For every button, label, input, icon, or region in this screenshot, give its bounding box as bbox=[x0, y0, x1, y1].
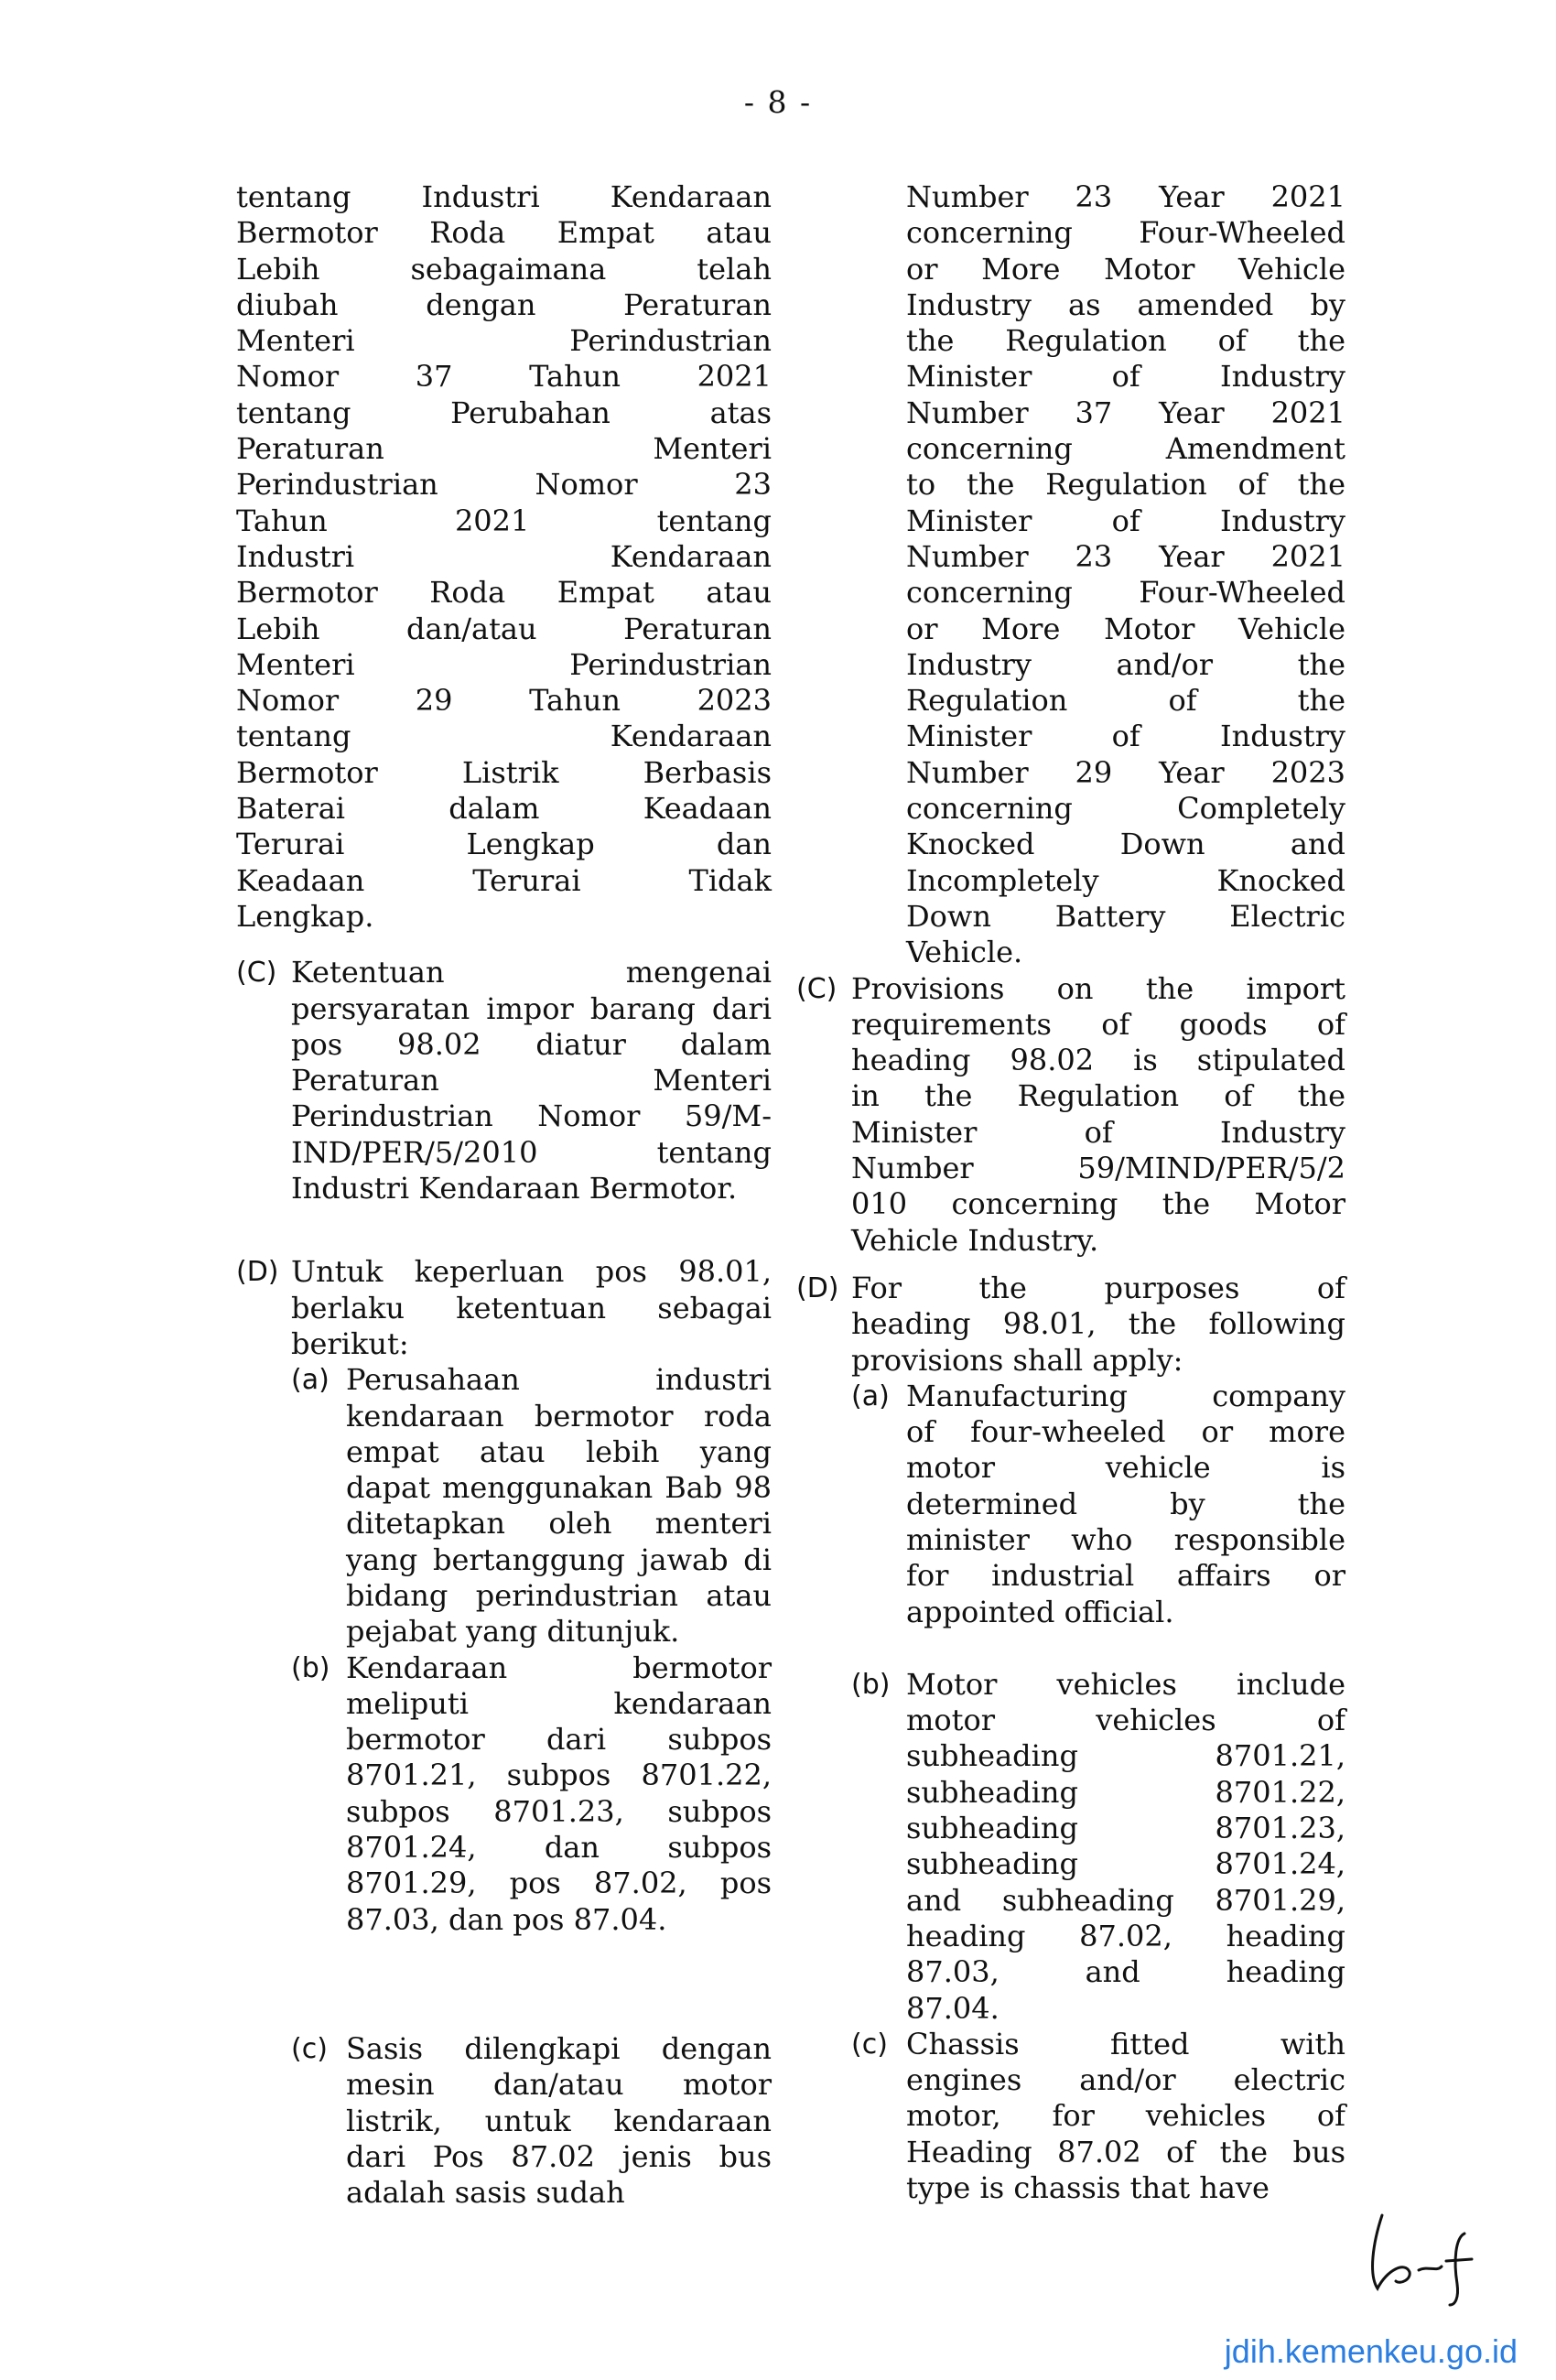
list-marker: (c) bbox=[851, 2028, 888, 2061]
section-c bbox=[236, 955, 772, 1206]
text-line: concerning Four-Wheeled bbox=[906, 215, 1345, 251]
text-line: Tahun 2021 tentang bbox=[236, 503, 772, 538]
list-marker: (b) bbox=[851, 1668, 891, 1701]
text-line: 87.03, dan pos 87.04. bbox=[346, 1901, 667, 1937]
text-line: determined by the bbox=[906, 1486, 1345, 1521]
text-line: Number 59/MIND/PER/5/2 bbox=[851, 1151, 1345, 1186]
text-line: or More Motor Vehicle bbox=[906, 611, 1345, 646]
list-marker: (C) bbox=[796, 972, 837, 1005]
text-line: subheading 8701.24, bbox=[906, 1846, 1345, 1882]
text-line: Peraturan Menteri bbox=[291, 1063, 772, 1098]
text-line: Lengkap. bbox=[236, 898, 374, 934]
text-line: Untuk keperluan pos 98.01, bbox=[291, 1254, 772, 1290]
text-line: Perusahaan industri bbox=[346, 1362, 772, 1398]
text-line: empat atau lebih yang bbox=[346, 1433, 772, 1469]
item-b bbox=[291, 1650, 772, 1938]
text-line: subheading 8701.23, bbox=[906, 1811, 1345, 1846]
text-line: Incompletely Knocked bbox=[906, 862, 1345, 898]
indonesian-column bbox=[236, 179, 772, 2211]
text-line: For the purposes of bbox=[851, 1270, 1345, 1305]
text-line: Provisions on the import bbox=[851, 970, 1345, 1006]
list-marker: (D) bbox=[796, 1271, 839, 1304]
text-line: berlaku ketentuan sebagai bbox=[291, 1290, 772, 1325]
text-line: Ketentuan mengenai bbox=[291, 955, 772, 990]
text-line: subheading 8701.22, bbox=[906, 1774, 1345, 1810]
text-line: IND/PER/5/2010 tentang bbox=[291, 1134, 772, 1170]
text-line: Baterai dalam Keadaan bbox=[236, 791, 772, 827]
text-line: 8701.29, pos 87.02, pos bbox=[346, 1866, 772, 1901]
text-line: adalah sasis sudah bbox=[346, 2175, 625, 2211]
text-line: Nomor 37 Tahun 2021 bbox=[236, 359, 772, 395]
text-line: Minister of Industry bbox=[851, 1114, 1345, 1150]
text-line: tentang Perubahan atas bbox=[236, 395, 772, 430]
text-line: Lebih sebagaimana telah bbox=[236, 251, 772, 287]
text-line: subheading 8701.21, bbox=[906, 1738, 1345, 1774]
text-line: Menteri Perindustrian bbox=[236, 323, 772, 359]
text-line: Regulation of the bbox=[906, 683, 1345, 719]
text-line: minister who responsible bbox=[906, 1521, 1345, 1557]
text-line: Knocked Down and bbox=[906, 827, 1345, 862]
item-a bbox=[291, 1362, 772, 1650]
item-b bbox=[851, 1666, 1345, 2027]
text-line: Industry and/or the bbox=[906, 646, 1345, 682]
text-line: dari Pos 87.02 jenis bus bbox=[346, 2138, 772, 2174]
text-line: Peraturan Menteri bbox=[236, 431, 772, 467]
item-c bbox=[291, 2030, 772, 2211]
text-line: Vehicle. bbox=[906, 935, 1023, 970]
text-line: heading 98.01, the following bbox=[851, 1306, 1345, 1342]
text-line: Bermotor Roda Empat atau bbox=[236, 575, 772, 611]
text-line: tentang Industri Kendaraan bbox=[236, 179, 772, 214]
text-line: dapat menggunakan Bab 98 bbox=[346, 1470, 772, 1506]
item-c bbox=[851, 2026, 1345, 2206]
text-line: Industri Kendaraan bbox=[236, 538, 772, 574]
text-line: or More Motor Vehicle bbox=[906, 251, 1345, 287]
text-line: the Regulation of the bbox=[906, 323, 1345, 359]
list-marker: (a) bbox=[851, 1379, 890, 1412]
list-marker: (c) bbox=[291, 2032, 328, 2065]
english-column bbox=[796, 179, 1345, 2206]
text-line: and subheading 8701.29, bbox=[906, 1882, 1345, 1918]
text-line: Vehicle Industry. bbox=[851, 1222, 1099, 1258]
text-line: provisions shall apply: bbox=[851, 1342, 1183, 1378]
text-line: Kendaraan bermotor bbox=[346, 1650, 772, 1685]
intro-paragraph bbox=[906, 179, 1345, 971]
text-line: Number 23 Year 2021 bbox=[906, 179, 1345, 214]
text-line: motor vehicles of bbox=[906, 1703, 1345, 1738]
text-line: Bermotor Listrik Berbasis bbox=[236, 754, 772, 790]
text-line: Terurai Lengkap dan bbox=[236, 827, 772, 862]
text-line: motor vehicle is bbox=[906, 1450, 1345, 1486]
text-line: berikut: bbox=[291, 1325, 409, 1361]
text-line: 010 concerning the Motor bbox=[851, 1186, 1345, 1222]
text-line: motor, for vehicles of bbox=[906, 2098, 1345, 2134]
text-line: 87.03, and heading bbox=[906, 1954, 1345, 1990]
text-line: for industrial affairs or bbox=[906, 1558, 1345, 1594]
list-marker: (a) bbox=[291, 1364, 330, 1397]
text-line: Keadaan Terurai Tidak bbox=[236, 862, 772, 898]
text-line: yang bertanggung jawab di bbox=[346, 1542, 772, 1577]
text-line: heading 87.02, heading bbox=[906, 1918, 1345, 1953]
text-line: in the Regulation of the bbox=[851, 1078, 1345, 1114]
text-line: Heading 87.02 of the bus bbox=[906, 2134, 1345, 2169]
text-line: appointed official. bbox=[906, 1594, 1174, 1629]
text-line: Minister of Industry bbox=[906, 359, 1345, 395]
item-a bbox=[851, 1378, 1345, 1630]
text-line: Nomor 29 Tahun 2023 bbox=[236, 683, 772, 719]
text-line: persyaratan impor barang dari bbox=[291, 990, 772, 1026]
list-marker: (b) bbox=[291, 1651, 330, 1684]
source-watermark[interactable]: jdih.kemenkeu.go.id bbox=[1224, 2332, 1518, 2370]
text-line: heading 98.02 is stipulated bbox=[851, 1043, 1345, 1078]
text-line: 8701.21, subpos 8701.22, bbox=[346, 1758, 772, 1793]
text-line: concerning Completely bbox=[906, 791, 1345, 827]
text-line: pejabat yang ditunjuk. bbox=[346, 1614, 680, 1650]
text-line: Menteri Perindustrian bbox=[236, 646, 772, 682]
text-line: Industry as amended by bbox=[906, 287, 1345, 322]
page-number: - 8 - bbox=[743, 84, 813, 120]
text-line: subpos 8701.23, subpos bbox=[346, 1793, 772, 1829]
text-line: Minister of Industry bbox=[906, 503, 1345, 538]
text-line: diubah dengan Peraturan bbox=[236, 287, 772, 322]
text-line: kendaraan bermotor roda bbox=[346, 1398, 772, 1433]
text-line: mesin dan/atau motor bbox=[346, 2067, 772, 2103]
text-line: listrik, untuk kendaraan bbox=[346, 2103, 772, 2138]
text-line: Bermotor Roda Empat atau bbox=[236, 215, 772, 251]
text-line: Sasis dilengkapi dengan bbox=[346, 2030, 772, 2066]
text-line: bidang perindustrian atau bbox=[346, 1577, 772, 1613]
text-line: concerning Amendment bbox=[906, 431, 1345, 467]
text-line: pos 98.02 diatur dalam bbox=[291, 1026, 772, 1062]
text-line: ditetapkan oleh menteri bbox=[346, 1506, 772, 1542]
text-line: concerning Four-Wheeled bbox=[906, 575, 1345, 611]
text-line: requirements of goods of bbox=[851, 1006, 1345, 1042]
text-line: Number 23 Year 2021 bbox=[906, 538, 1345, 574]
text-line: to the Regulation of the bbox=[906, 467, 1345, 503]
text-line: Manufacturing company bbox=[906, 1378, 1345, 1413]
list-marker: (C) bbox=[236, 957, 277, 990]
text-line: tentang Kendaraan bbox=[236, 719, 772, 754]
text-line: Down Battery Electric bbox=[906, 898, 1345, 934]
text-line: bermotor dari subpos bbox=[346, 1722, 772, 1758]
text-line: Industri Kendaraan Bermotor. bbox=[291, 1171, 738, 1206]
text-line: type is chassis that have bbox=[906, 2170, 1270, 2206]
section-d bbox=[236, 1254, 772, 1362]
text-line: Perindustrian Nomor 23 bbox=[236, 467, 772, 503]
list-marker: (D) bbox=[236, 1256, 279, 1289]
text-line: of four-wheeled or more bbox=[906, 1414, 1345, 1450]
intro-paragraph bbox=[236, 179, 772, 935]
text-line: 87.04. bbox=[906, 1990, 1000, 2026]
text-line: engines and/or electric bbox=[906, 2062, 1345, 2098]
text-line: Minister of Industry bbox=[906, 719, 1345, 754]
section-d bbox=[796, 1270, 1345, 1379]
section-c bbox=[796, 970, 1345, 1259]
text-line: 8701.24, dan subpos bbox=[346, 1830, 772, 1866]
text-line: Lebih dan/atau Peraturan bbox=[236, 611, 772, 646]
text-line: meliputi kendaraan bbox=[346, 1685, 772, 1721]
text-line: Motor vehicles include bbox=[906, 1666, 1345, 1702]
text-line: Number 29 Year 2023 bbox=[906, 754, 1345, 790]
text-line: Perindustrian Nomor 59/M- bbox=[291, 1098, 772, 1134]
text-line: Number 37 Year 2021 bbox=[906, 395, 1345, 430]
signature-initials bbox=[1355, 2197, 1501, 2307]
text-line: Chassis fitted with bbox=[906, 2026, 1345, 2061]
